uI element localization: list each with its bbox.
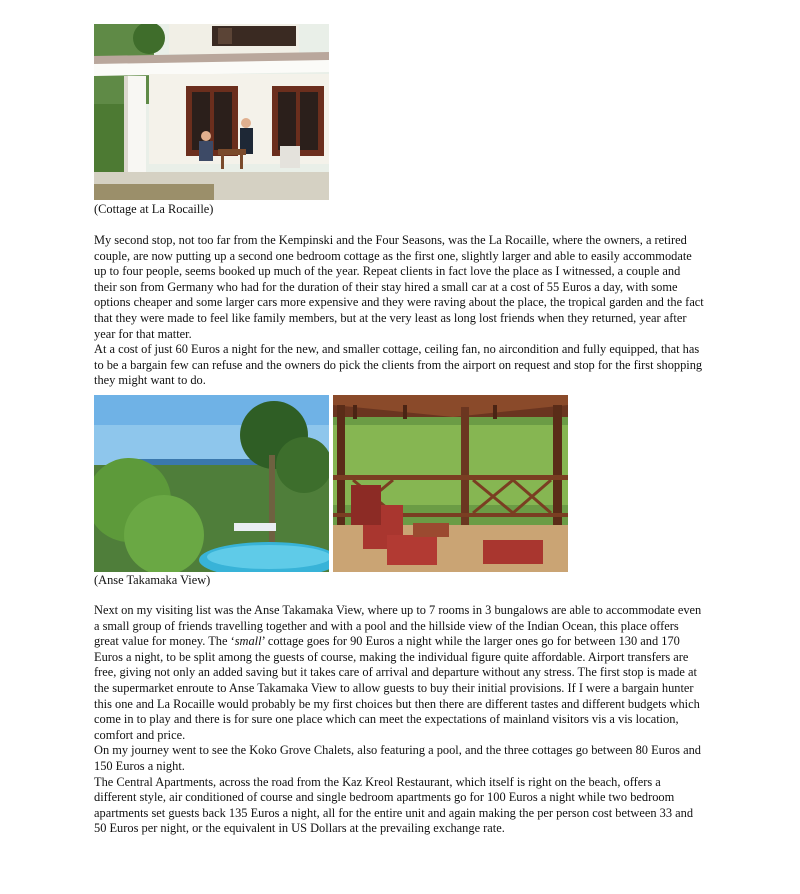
la-rocaille-price-paragraph: At a cost of just 60 Euros a night for the new, and smaller cottage, ceiling fan, no aircondition and fully equipped, that has to be a bargain few can refuse and the owners do pick the clients from the airport on request and stop for the first shopping they might want to do.: [94, 342, 703, 388]
cottage-photo: [94, 24, 329, 200]
anse-takamaka-text: [94, 603, 706, 837]
anse-takamaka-caption: (Anse Takamaka View): [94, 573, 211, 587]
pool-view-photo: [94, 395, 329, 572]
central-apartments-paragraph: The Central Apartments, across the road from the Kaz Kreol Restaurant, which itself is right on the beach, offers a different style, air conditioned of course and single bedroom apartments go for 100 Euros a night while two bedroom apartments set guests back 135 Euros a night, all for the entire unit and again making the per person cost between 33 and 50 Euros per night, or the equivalent in US Dollars at the prevailing exchange rate.: [94, 774, 694, 836]
la-rocaille-text: [94, 233, 706, 389]
anse-takamaka-text-start: Next on my visiting list was the Anse Takamaka View, where up to 7 rooms in 3 bungalows are able to accommodate even a small group of friends travelling together and with a pool and the hillside view of the Indian Ocean, this place offers great value for money. The ‘: [94, 603, 702, 649]
anse-takamaka-text-end: ’ cottage goes for 90 Euros a night while the larger ones go for between 130 and 170 Euros a night, to be split among the guests of course, making the individual figure quite affordable. Airport transfers are free, giving not only an added saving but it takes care of arrival and departure without any stress. The first stop is made at the supermarket enroute to Anse Takamaka View to allow guests to buy their initial provisions. If I were a bargain hunter this one and La Rocaille would probably be my first choices but then there are different tastes and different budgets which come in to play and there is for sure one place which can meet the expectations of mainland visitors vis a vis location, comfort and price.: [94, 634, 700, 742]
veranda-photo: [333, 395, 568, 572]
la-rocaille-paragraph: My second stop, not too far from the Kempinski and the Four Seasons, was the La Rocaille, where the owners, a retired couple, are now putting up a second one bedroom cottage as the first one, slightly larger and able to easily accommodate up to four people, seems booked up much of the year. Repeat clients in fact love the place as I witnessed, a couple and their son from Germany who had for the duration of their stay hired a small car at a cost of 55 Euros a day, with some options cheaper and some larger cars more expensive and they were raving about the place, the tropical garden and the fact that they were made to feel like family members, but at the very least as long lost friends when they returned, year after year for that matter.: [94, 233, 704, 341]
koko-grove-paragraph: On my journey went to see the Koko Grove Chalets, also featuring a pool, and the three cottages go between 80 Euros and 150 Euros a night.: [94, 743, 701, 773]
anse-takamaka-paragraph: [94, 603, 706, 743]
cottage-caption: (Cottage at La Rocaille): [94, 202, 214, 216]
small-emphasis: small: [234, 634, 262, 649]
